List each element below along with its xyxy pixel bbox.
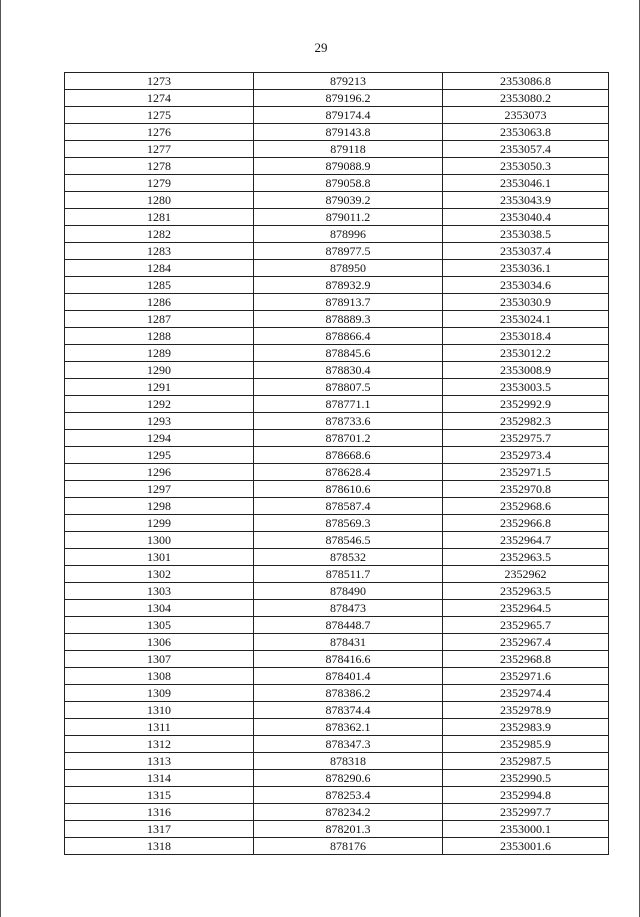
point-number-cell: 1312 bbox=[65, 736, 254, 753]
point-number-cell: 1303 bbox=[65, 583, 254, 600]
x-coordinate-cell: 878866.4 bbox=[254, 328, 443, 345]
table-row bbox=[65, 243, 609, 260]
x-coordinate-cell: 878977.5 bbox=[254, 243, 443, 260]
table-row bbox=[65, 158, 609, 175]
table-row bbox=[65, 668, 609, 685]
x-coordinate-cell: 878431 bbox=[254, 634, 443, 651]
point-number-cell: 1284 bbox=[65, 260, 254, 277]
y-coordinate-cell: 2353024.1 bbox=[443, 311, 609, 328]
y-coordinate-cell: 2352964.7 bbox=[443, 532, 609, 549]
table-row bbox=[65, 702, 609, 719]
x-coordinate-cell: 879058.8 bbox=[254, 175, 443, 192]
y-coordinate-cell: 2352967.4 bbox=[443, 634, 609, 651]
table-row bbox=[65, 209, 609, 226]
table-row bbox=[65, 804, 609, 821]
y-coordinate-cell: 2352964.5 bbox=[443, 600, 609, 617]
x-coordinate-cell: 878374.4 bbox=[254, 702, 443, 719]
point-number-cell: 1304 bbox=[65, 600, 254, 617]
x-coordinate-cell: 878511.7 bbox=[254, 566, 443, 583]
y-coordinate-cell: 2353003.5 bbox=[443, 379, 609, 396]
x-coordinate-cell: 878253.4 bbox=[254, 787, 443, 804]
point-number-cell: 1315 bbox=[65, 787, 254, 804]
x-coordinate-cell: 879196.2 bbox=[254, 90, 443, 107]
x-coordinate-cell: 878610.6 bbox=[254, 481, 443, 498]
table-row bbox=[65, 226, 609, 243]
point-number-cell: 1302 bbox=[65, 566, 254, 583]
y-coordinate-cell: 2352963.5 bbox=[443, 549, 609, 566]
x-coordinate-cell: 878587.4 bbox=[254, 498, 443, 515]
table-row bbox=[65, 753, 609, 770]
y-coordinate-cell: 2352990.5 bbox=[443, 770, 609, 787]
y-coordinate-cell: 2352966.8 bbox=[443, 515, 609, 532]
x-coordinate-cell: 878668.6 bbox=[254, 447, 443, 464]
table-row bbox=[65, 311, 609, 328]
x-coordinate-cell: 878830.4 bbox=[254, 362, 443, 379]
point-number-cell: 1273 bbox=[65, 73, 254, 90]
page-number: 29 bbox=[314, 40, 328, 55]
point-number-cell: 1306 bbox=[65, 634, 254, 651]
table-row bbox=[65, 260, 609, 277]
table-row bbox=[65, 600, 609, 617]
y-coordinate-cell: 2353086.8 bbox=[443, 73, 609, 90]
y-coordinate-cell: 2353040.4 bbox=[443, 209, 609, 226]
point-number-cell: 1293 bbox=[65, 413, 254, 430]
table-row bbox=[65, 770, 609, 787]
y-coordinate-cell: 2352965.7 bbox=[443, 617, 609, 634]
y-coordinate-cell: 2352982.3 bbox=[443, 413, 609, 430]
x-coordinate-cell: 878448.7 bbox=[254, 617, 443, 634]
point-number-cell: 1282 bbox=[65, 226, 254, 243]
point-number-cell: 1313 bbox=[65, 753, 254, 770]
y-coordinate-cell: 2352997.7 bbox=[443, 804, 609, 821]
x-coordinate-cell: 878932.9 bbox=[254, 277, 443, 294]
x-coordinate-cell: 878569.3 bbox=[254, 515, 443, 532]
x-coordinate-cell: 879174.4 bbox=[254, 107, 443, 124]
table-row bbox=[65, 277, 609, 294]
point-number-cell: 1285 bbox=[65, 277, 254, 294]
x-coordinate-cell: 878996 bbox=[254, 226, 443, 243]
x-coordinate-cell: 878807.5 bbox=[254, 379, 443, 396]
y-coordinate-cell: 2352987.5 bbox=[443, 753, 609, 770]
x-coordinate-cell: 878416.6 bbox=[254, 651, 443, 668]
table-row bbox=[65, 532, 609, 549]
point-number-cell: 1310 bbox=[65, 702, 254, 719]
point-number-cell: 1317 bbox=[65, 821, 254, 838]
table-row bbox=[65, 821, 609, 838]
point-number-cell: 1297 bbox=[65, 481, 254, 498]
x-coordinate-cell: 878490 bbox=[254, 583, 443, 600]
table-row bbox=[65, 362, 609, 379]
x-coordinate-cell: 878845.6 bbox=[254, 345, 443, 362]
point-number-cell: 1290 bbox=[65, 362, 254, 379]
y-coordinate-cell: 2352975.7 bbox=[443, 430, 609, 447]
table-row bbox=[65, 498, 609, 515]
point-number-cell: 1309 bbox=[65, 685, 254, 702]
point-number-cell: 1307 bbox=[65, 651, 254, 668]
point-number-cell: 1287 bbox=[65, 311, 254, 328]
point-number-cell: 1292 bbox=[65, 396, 254, 413]
point-number-cell: 1299 bbox=[65, 515, 254, 532]
y-coordinate-cell: 2352962 bbox=[443, 566, 609, 583]
y-coordinate-cell: 2353034.6 bbox=[443, 277, 609, 294]
y-coordinate-cell: 2353001.6 bbox=[443, 838, 609, 855]
point-number-cell: 1300 bbox=[65, 532, 254, 549]
point-number-cell: 1291 bbox=[65, 379, 254, 396]
x-coordinate-cell: 878176 bbox=[254, 838, 443, 855]
y-coordinate-cell: 2353036.1 bbox=[443, 260, 609, 277]
table-row bbox=[65, 73, 609, 90]
coordinates-table bbox=[64, 72, 609, 855]
y-coordinate-cell: 2352994.8 bbox=[443, 787, 609, 804]
x-coordinate-cell: 878701.2 bbox=[254, 430, 443, 447]
table-row bbox=[65, 515, 609, 532]
table-row bbox=[65, 549, 609, 566]
y-coordinate-cell: 2353000.1 bbox=[443, 821, 609, 838]
point-number-cell: 1318 bbox=[65, 838, 254, 855]
x-coordinate-cell: 879088.9 bbox=[254, 158, 443, 175]
y-coordinate-cell: 2353008.9 bbox=[443, 362, 609, 379]
table-row bbox=[65, 107, 609, 124]
x-coordinate-cell: 878386.2 bbox=[254, 685, 443, 702]
x-coordinate-cell: 878913.7 bbox=[254, 294, 443, 311]
x-coordinate-cell: 878347.3 bbox=[254, 736, 443, 753]
point-number-cell: 1286 bbox=[65, 294, 254, 311]
y-coordinate-cell: 2353037.4 bbox=[443, 243, 609, 260]
y-coordinate-cell: 2352968.6 bbox=[443, 498, 609, 515]
y-coordinate-cell: 2352985.9 bbox=[443, 736, 609, 753]
point-number-cell: 1288 bbox=[65, 328, 254, 345]
point-number-cell: 1314 bbox=[65, 770, 254, 787]
point-number-cell: 1305 bbox=[65, 617, 254, 634]
point-number-cell: 1275 bbox=[65, 107, 254, 124]
table-row bbox=[65, 328, 609, 345]
table-row bbox=[65, 464, 609, 481]
y-coordinate-cell: 2353038.5 bbox=[443, 226, 609, 243]
table-row bbox=[65, 787, 609, 804]
table-row bbox=[65, 685, 609, 702]
x-coordinate-cell: 878628.4 bbox=[254, 464, 443, 481]
y-coordinate-cell: 2353043.9 bbox=[443, 192, 609, 209]
table-row bbox=[65, 447, 609, 464]
x-coordinate-cell: 879039.2 bbox=[254, 192, 443, 209]
point-number-cell: 1296 bbox=[65, 464, 254, 481]
x-coordinate-cell: 878290.6 bbox=[254, 770, 443, 787]
table-row bbox=[65, 617, 609, 634]
point-number-cell: 1308 bbox=[65, 668, 254, 685]
point-number-cell: 1298 bbox=[65, 498, 254, 515]
y-coordinate-cell: 2352971.5 bbox=[443, 464, 609, 481]
y-coordinate-cell: 2353012.2 bbox=[443, 345, 609, 362]
table-row bbox=[65, 566, 609, 583]
y-coordinate-cell: 2352978.9 bbox=[443, 702, 609, 719]
point-number-cell: 1279 bbox=[65, 175, 254, 192]
table-row bbox=[65, 124, 609, 141]
y-coordinate-cell: 2352970.8 bbox=[443, 481, 609, 498]
point-number-cell: 1289 bbox=[65, 345, 254, 362]
table-row bbox=[65, 736, 609, 753]
table-row bbox=[65, 583, 609, 600]
table-row bbox=[65, 379, 609, 396]
x-coordinate-cell: 878401.4 bbox=[254, 668, 443, 685]
table-row bbox=[65, 396, 609, 413]
point-number-cell: 1274 bbox=[65, 90, 254, 107]
point-number-cell: 1278 bbox=[65, 158, 254, 175]
y-coordinate-cell: 2352992.9 bbox=[443, 396, 609, 413]
table-row bbox=[65, 175, 609, 192]
table-row bbox=[65, 651, 609, 668]
point-number-cell: 1276 bbox=[65, 124, 254, 141]
y-coordinate-cell: 2353057.4 bbox=[443, 141, 609, 158]
point-number-cell: 1283 bbox=[65, 243, 254, 260]
point-number-cell: 1281 bbox=[65, 209, 254, 226]
x-coordinate-cell: 878318 bbox=[254, 753, 443, 770]
x-coordinate-cell: 879118 bbox=[254, 141, 443, 158]
table-row bbox=[65, 192, 609, 209]
x-coordinate-cell: 879011.2 bbox=[254, 209, 443, 226]
y-coordinate-cell: 2352971.6 bbox=[443, 668, 609, 685]
table-row bbox=[65, 719, 609, 736]
y-coordinate-cell: 2352968.8 bbox=[443, 651, 609, 668]
y-coordinate-cell: 2353030.9 bbox=[443, 294, 609, 311]
x-coordinate-cell: 878733.6 bbox=[254, 413, 443, 430]
table-row bbox=[65, 345, 609, 362]
y-coordinate-cell: 2352963.5 bbox=[443, 583, 609, 600]
x-coordinate-cell: 878532 bbox=[254, 549, 443, 566]
x-coordinate-cell: 878771.1 bbox=[254, 396, 443, 413]
x-coordinate-cell: 878950 bbox=[254, 260, 443, 277]
point-number-cell: 1280 bbox=[65, 192, 254, 209]
coordinates-table-body bbox=[65, 73, 609, 855]
x-coordinate-cell: 879213 bbox=[254, 73, 443, 90]
table-row bbox=[65, 141, 609, 158]
x-coordinate-cell: 878546.5 bbox=[254, 532, 443, 549]
y-coordinate-cell: 2353018.4 bbox=[443, 328, 609, 345]
table-row bbox=[65, 634, 609, 651]
point-number-cell: 1301 bbox=[65, 549, 254, 566]
x-coordinate-cell: 878473 bbox=[254, 600, 443, 617]
y-coordinate-cell: 2352983.9 bbox=[443, 719, 609, 736]
y-coordinate-cell: 2353073 bbox=[443, 107, 609, 124]
table-row bbox=[65, 481, 609, 498]
point-number-cell: 1277 bbox=[65, 141, 254, 158]
x-coordinate-cell: 878234.2 bbox=[254, 804, 443, 821]
x-coordinate-cell: 878889.3 bbox=[254, 311, 443, 328]
y-coordinate-cell: 2353080.2 bbox=[443, 90, 609, 107]
y-coordinate-cell: 2352973.4 bbox=[443, 447, 609, 464]
point-number-cell: 1316 bbox=[65, 804, 254, 821]
x-coordinate-cell: 878201.3 bbox=[254, 821, 443, 838]
point-number-cell: 1311 bbox=[65, 719, 254, 736]
point-number-cell: 1294 bbox=[65, 430, 254, 447]
y-coordinate-cell: 2353050.3 bbox=[443, 158, 609, 175]
y-coordinate-cell: 2353063.8 bbox=[443, 124, 609, 141]
y-coordinate-cell: 2353046.1 bbox=[443, 175, 609, 192]
table-row bbox=[65, 90, 609, 107]
x-coordinate-cell: 879143.8 bbox=[254, 124, 443, 141]
table-row bbox=[65, 430, 609, 447]
table-row bbox=[65, 294, 609, 311]
y-coordinate-cell: 2352974.4 bbox=[443, 685, 609, 702]
table-row bbox=[65, 838, 609, 855]
point-number-cell: 1295 bbox=[65, 447, 254, 464]
table-row bbox=[65, 413, 609, 430]
x-coordinate-cell: 878362.1 bbox=[254, 719, 443, 736]
